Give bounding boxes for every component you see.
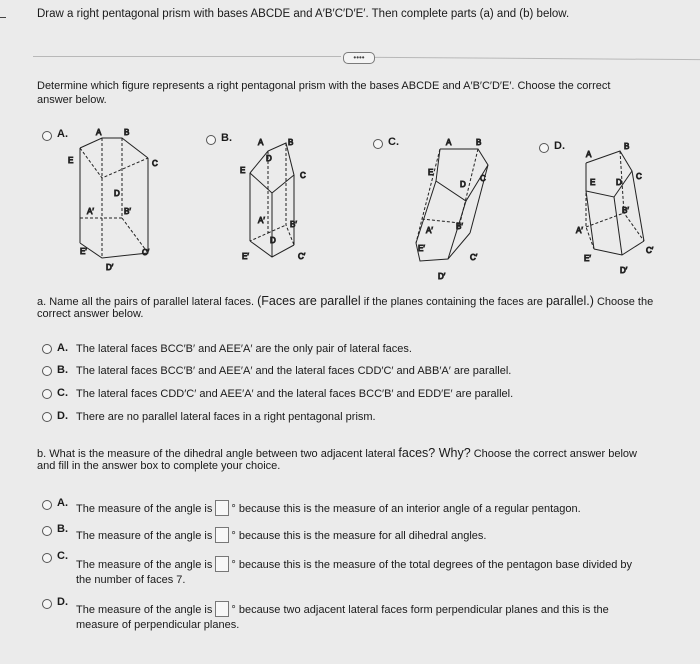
svg-text:A: A xyxy=(446,138,452,147)
part-b-option-c-text-cont: the number of faces 7. xyxy=(76,574,186,586)
part-b-option-d-radio[interactable] xyxy=(42,599,52,609)
part-b-prompt-line-2: and fill in the answer box to complete your choice. xyxy=(37,460,281,472)
svg-text:D: D xyxy=(460,180,466,189)
part-a-option-d-radio[interactable] xyxy=(42,412,52,422)
part-a-option-a-radio[interactable] xyxy=(42,344,52,354)
svg-text:C: C xyxy=(480,174,486,183)
figure-option-d-radio[interactable] xyxy=(539,143,549,153)
svg-text:C′: C′ xyxy=(142,248,150,257)
part-b-option-c-answer-box[interactable] xyxy=(215,556,229,572)
svg-text:C: C xyxy=(636,172,642,181)
part-b-option-b-radio[interactable] xyxy=(42,526,52,536)
part-b-option-a-answer-box[interactable] xyxy=(215,500,229,516)
figure-option-a-label[interactable]: A. xyxy=(57,128,68,140)
svg-text:D: D xyxy=(266,154,272,163)
figure-option-b-radio[interactable] xyxy=(206,135,216,145)
svg-text:C: C xyxy=(152,159,158,168)
svg-text:B: B xyxy=(624,142,630,151)
part-b-option-d-letter[interactable]: D. xyxy=(57,596,68,608)
part-a-option-b-radio[interactable] xyxy=(42,366,52,376)
svg-text:C′: C′ xyxy=(470,253,478,262)
figure-a-prism xyxy=(60,128,180,278)
header-divider-right xyxy=(375,57,700,60)
part-b-option-a-text[interactable]: The measure of the angle is ° because this is the measure of an interior angle of a regular pentagon. xyxy=(76,500,581,516)
svg-text:B′: B′ xyxy=(456,222,463,231)
part-b-option-c-letter[interactable]: C. xyxy=(57,550,68,562)
svg-text:E′: E′ xyxy=(242,252,249,261)
svg-text:B′: B′ xyxy=(290,220,297,229)
part-b-option-b-text[interactable]: The measure of the angle is ° because this is the measure for all dihedral angles. xyxy=(76,527,486,543)
svg-text:A: A xyxy=(96,128,102,137)
svg-text:E: E xyxy=(240,166,246,175)
svg-text:A′: A′ xyxy=(258,216,265,225)
question-line-2: answer below. xyxy=(37,94,107,106)
svg-text:E: E xyxy=(68,156,74,165)
svg-text:B: B xyxy=(124,128,130,137)
header-divider-left xyxy=(33,56,341,57)
part-b-option-b-answer-box[interactable] xyxy=(215,527,229,543)
svg-text:A′: A′ xyxy=(426,226,433,235)
svg-text:E′: E′ xyxy=(584,254,591,263)
svg-text:E′: E′ xyxy=(418,244,425,253)
figure-option-c-label[interactable]: C. xyxy=(388,136,399,148)
part-a-prompt-line-1: a. Name all the pairs of parallel lateral faces. (Faces are parallel if the planes containing the faces are parallel.) Choose the xyxy=(37,294,654,308)
left-edge-mark xyxy=(0,17,6,18)
svg-text:A′: A′ xyxy=(576,226,583,235)
part-b-prompt-line-1: b. What is the measure of the dihedral angle between two adjacent lateral faces? Why? Choose the correct answer below xyxy=(37,446,637,460)
svg-text:B: B xyxy=(288,138,294,147)
part-b-option-d-text[interactable]: The measure of the angle is ° because two adjacent lateral faces form perpendicular planes and this is the xyxy=(76,601,609,617)
part-a-option-d-letter[interactable]: D. xyxy=(57,410,68,422)
figure-c-prism xyxy=(400,135,510,285)
figure-d-prism xyxy=(570,135,680,285)
question-line-1: Determine which figure represents a right pentagonal prism with the bases ABCDE and A′B′C′D′E′. Choose the correct xyxy=(37,80,611,92)
part-a-option-c-letter[interactable]: C. xyxy=(57,387,68,399)
part-a-prompt-line-2: correct answer below. xyxy=(37,308,144,320)
figure-option-a-radio[interactable] xyxy=(42,131,52,141)
svg-text:A: A xyxy=(258,138,264,147)
svg-text:D: D xyxy=(270,236,276,245)
svg-text:D′: D′ xyxy=(106,263,114,272)
part-b-option-a-radio[interactable] xyxy=(42,500,52,510)
svg-text:D: D xyxy=(114,189,120,198)
svg-text:B: B xyxy=(476,138,482,147)
figure-option-b-label[interactable]: B. xyxy=(221,132,232,144)
part-b-option-c-text[interactable]: The measure of the angle is ° because this is the measure of the total degrees of the pentagon base divided by xyxy=(76,556,632,572)
part-b-option-a-letter[interactable]: A. xyxy=(57,497,68,509)
svg-text:D′: D′ xyxy=(438,272,446,281)
svg-text:A′: A′ xyxy=(87,207,94,216)
more-button[interactable]: •••• xyxy=(343,52,375,64)
svg-text:E: E xyxy=(428,168,434,177)
svg-text:B′: B′ xyxy=(622,206,629,215)
part-a-option-b-text[interactable]: The lateral faces BCC′B′ and AEE′A′ and the lateral faces CDD′C′ and ABB′A′ are parallel. xyxy=(76,365,512,377)
part-a-option-a-letter[interactable]: A. xyxy=(57,342,68,354)
svg-text:C′: C′ xyxy=(646,246,654,255)
figure-b-prism xyxy=(228,133,338,273)
svg-text:A: A xyxy=(586,150,592,159)
figure-option-c-radio[interactable] xyxy=(373,139,383,149)
svg-text:C′: C′ xyxy=(298,252,306,261)
svg-text:D′: D′ xyxy=(620,266,628,275)
part-b-option-b-letter[interactable]: B. xyxy=(57,523,68,535)
part-a-option-a-text[interactable]: The lateral faces BCC′B′ and AEE′A′ are the only pair of lateral faces. xyxy=(76,343,412,355)
part-b-option-d-text-cont: measure of perpendicular planes. xyxy=(76,619,240,631)
part-a-option-c-radio[interactable] xyxy=(42,389,52,399)
part-b-option-d-answer-box[interactable] xyxy=(215,601,229,617)
part-b-option-c-radio[interactable] xyxy=(42,553,52,563)
part-a-option-c-text[interactable]: The lateral faces CDD′C′ and AEE′A′ and the lateral faces BCC′B′ and EDD′E′ are parallel. xyxy=(76,388,514,400)
part-a-option-b-letter[interactable]: B. xyxy=(57,364,68,376)
svg-text:C: C xyxy=(300,171,306,180)
svg-text:E: E xyxy=(590,178,596,187)
svg-text:E′: E′ xyxy=(80,247,87,256)
figure-option-d-label[interactable]: D. xyxy=(554,140,565,152)
svg-text:B′: B′ xyxy=(124,207,131,216)
svg-text:D: D xyxy=(616,178,622,187)
problem-prompt: Draw a right pentagonal prism with bases ABCDE and A′B′C′D′E′. Then complete parts (a) and (b) below. xyxy=(37,8,570,20)
part-a-option-d-text[interactable]: There are no parallel lateral faces in a right pentagonal prism. xyxy=(76,411,376,423)
